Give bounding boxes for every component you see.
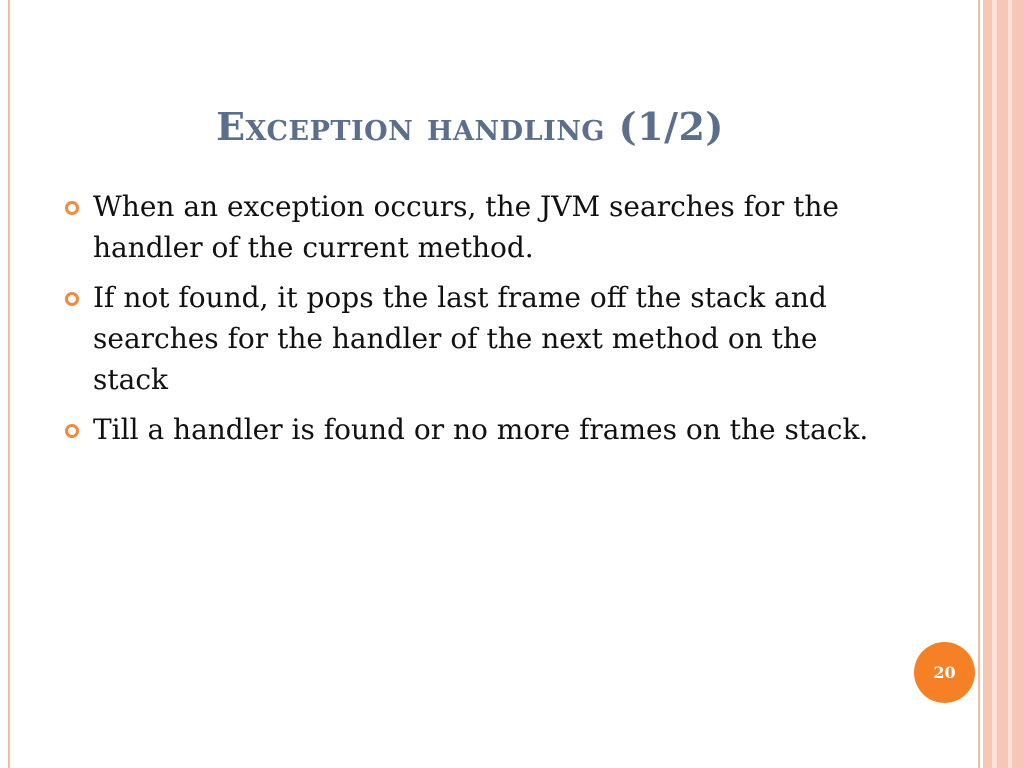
circle-bullet-icon [65, 201, 79, 215]
right-border-stripe [983, 0, 992, 768]
bullet-item [62, 409, 872, 450]
bullet-text: Till a handler is found or no more frames on the stack. [93, 413, 869, 446]
slide-title: Exception handling (1/2) [216, 104, 724, 149]
right-border-stripe [997, 0, 1008, 768]
page-number: 20 [933, 663, 956, 682]
bullet-text: If not found, it pops the last frame off the stack and searches for the handler of the next method on the stack [93, 281, 827, 396]
circle-bullet-icon [65, 424, 79, 438]
right-border-stripe [978, 0, 980, 768]
bullet-item [62, 186, 872, 268]
page-number-badge [914, 642, 975, 703]
bullet-text: When an exception occurs, the JVM searches for the handler of the current method. [93, 190, 839, 264]
bullet-list [62, 186, 872, 459]
bullet-item [62, 277, 872, 400]
right-border-stripe [1012, 0, 1024, 768]
circle-bullet-icon [65, 292, 79, 306]
